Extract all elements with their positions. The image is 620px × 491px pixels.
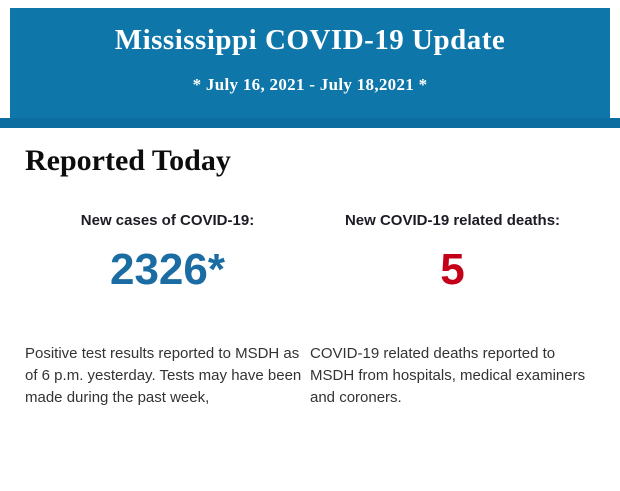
new-deaths-label: New COVID-19 related deaths: xyxy=(344,212,561,229)
stats-columns xyxy=(25,212,595,409)
date-range: * July 16, 2021 - July 18,2021 * xyxy=(192,75,428,94)
page-title: Mississippi COVID-19 Update xyxy=(114,24,506,56)
section-title: Reported Today xyxy=(25,144,231,177)
header-underline-strip xyxy=(0,118,620,128)
new-cases-label: New cases of COVID-19: xyxy=(80,212,255,229)
covid-update-page xyxy=(0,8,620,491)
stat-new-cases xyxy=(25,212,310,409)
new-deaths-description: COVID-19 related deaths reported to MSDH from hospitals, medical examiners and coroners. xyxy=(310,345,586,406)
header-band xyxy=(10,8,610,118)
new-cases-description: Positive test results reported to MSDH as of 6 p.m. yesterday. Tests may have been made during the past week, xyxy=(25,345,302,406)
new-cases-value: 2326* xyxy=(109,245,225,294)
stat-new-deaths xyxy=(310,212,595,409)
header-banner xyxy=(0,8,620,128)
new-deaths-value: 5 xyxy=(440,245,465,294)
report-body xyxy=(0,128,620,409)
